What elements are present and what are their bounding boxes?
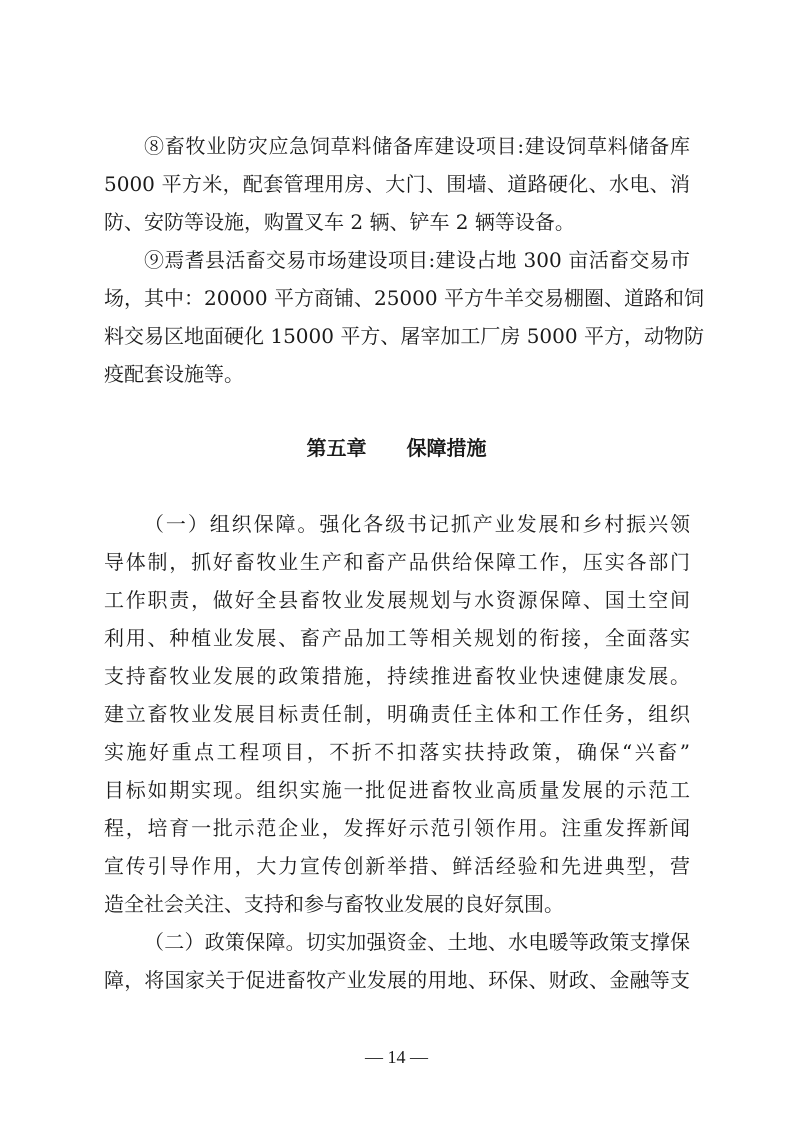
paragraph-line: 场，其中：20000 平方商铺、25000 平方牛羊交易棚圈、道路和饲 [104, 286, 704, 310]
paragraph-line: 造全社会关注、支持和参与畜牧业发展的良好氛围。 [104, 892, 564, 916]
paragraph-line: ⑧畜牧业防灾应急饲草料储备库建设项目:建设饲草料储备库 [144, 134, 690, 158]
paragraph-line: 支持畜牧业发展的政策措施，持续推进畜牧业快速健康发展。 [104, 664, 690, 688]
chapter-number: 第五章 [306, 436, 367, 460]
paragraph-line: 料交易区地面硬化 15000 平方、屠宰加工厂房 5000 平方，动物防 [104, 324, 704, 348]
paragraph-line: ⑨焉耆县活畜交易市场建设项目:建设占地 300 亩活畜交易市 [144, 248, 690, 272]
paragraph-line: 建立畜牧业发展目标责任制，明确责任主体和工作任务，组织 [104, 702, 690, 726]
paragraph-line: 5000 平方米，配套管理用房、大门、围墙、道路硬化、水电、消 [104, 172, 690, 196]
paragraph-line: 实施好重点工程项目，不折不扣落实扶持政策，确保“兴畜” [104, 740, 690, 764]
paragraph-line: 利用、种植业发展、畜产品加工等相关规划的衔接，全面落实 [104, 626, 690, 650]
paragraph-line: （一）组织保障。强化各级书记抓产业发展和乡村振兴领 [144, 512, 690, 536]
paragraph-line: 障，将国家关于促进畜牧产业发展的用地、环保、财政、金融等支 [104, 968, 690, 992]
paragraph-line: 工作职责，做好全县畜牧业发展规划与水资源保障、国土空间 [104, 588, 690, 612]
paragraph-line: 疫配套设施等。 [104, 362, 244, 386]
chapter-heading [0, 436, 793, 460]
paragraph-line: 程，培育一批示范企业，发挥好示范引领作用。注重发挥新闻 [104, 816, 690, 840]
chapter-title: 保障措施 [406, 436, 487, 460]
page-number: — 14 — [365, 1047, 428, 1067]
paragraph-line: 导体制，抓好畜牧业生产和畜产品供给保障工作，压实各部门 [104, 550, 690, 574]
paragraph-line: （二）政策保障。切实加强资金、土地、水电暖等政策支撑保 [144, 930, 690, 954]
paragraph-line: 目标如期实现。组织实施一批促进畜牧业高质量发展的示范工 [104, 778, 690, 802]
paragraph-line: 防、安防等设施，购置叉车 2 辆、铲车 2 辆等设备。 [104, 210, 575, 234]
paragraph-line: 宣传引导作用，大力宣传创新举措、鲜活经验和先进典型，营 [104, 854, 690, 878]
